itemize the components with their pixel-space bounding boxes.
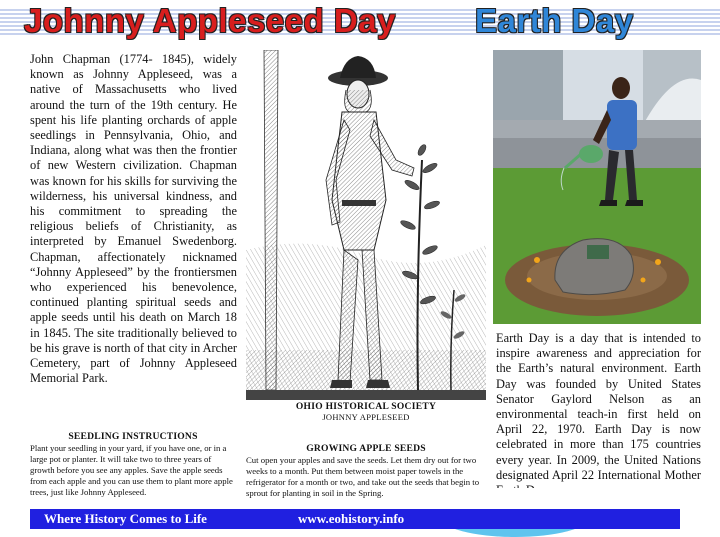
seedling-instructions — [30, 431, 236, 498]
growing-apple-seeds-heading: GROWING APPLE SEEDS — [306, 443, 426, 454]
illustration-caption — [246, 402, 486, 422]
illustration-credit: OHIO HISTORICAL SOCIETY — [295, 402, 437, 412]
illustration-subject: JOHNNY APPLESEED — [322, 412, 410, 422]
growing-apple-seeds-body: Cut open your apples and save the seeds. Let them dry out for two weeks to a month. Put them between moist paper towels in the refrigerator for a month or two, and take out the seeds that begin to sprout for planting in soil in the Spring. — [246, 455, 480, 498]
seedling-instructions-heading: SEEDLING INSTRUCTIONS — [68, 431, 198, 442]
footer-bar — [30, 509, 680, 529]
footer-tagline: Where History Comes to Life — [44, 511, 207, 526]
johnny-appleseed-illustration — [246, 50, 486, 430]
earth-day-photo — [493, 50, 701, 324]
johnny-appleseed-article: John Chapman (1774- 1845), widely known as Johnny Appleseed, was a native of Massachusetts who lived around the turn of the 19th century. He spent his life planting orchards of apple seedlings in Pennsylvania, Ohio, and Indiana, along what was then the frontier of new Western civilization. Chapman was known for his skills for surviving the wilderness, his universal kindness, and his commitment to spreading the religious beliefs of Christianity, as interpreted by Emanuel Swedenborg. Chapman, affectionately nicknamed “Johnny Appleseed” by the frontiersmen who experienced his benevolence, continued planting spiritual seeds and apple seeds until his death on March 18 in 1845. The site traditionally believed to be his grave is north of that city in Archer Cemetery, part of Johnny Appleseed Memorial Park. — [30, 52, 237, 386]
title-johnny-appleseed-day: Johnny Appleseed Day — [24, 2, 396, 39]
seedling-instructions-body: Plant your seedling in your yard, if you have one, or in a large pot or planter. It will take two to three years of growth before you see any apples. Save the apple seeds from each apple and you can use them to plant more apple trees, just like Johnny Appleseed. — [30, 443, 233, 497]
child-watering-tree-photo — [493, 50, 701, 324]
header — [0, 0, 720, 42]
title-earth-day: Earth Day — [475, 2, 634, 39]
footer-swoosh-mask — [430, 488, 600, 509]
earth-day-article: Earth Day is a day that is intended to inspire awareness and appreciation for the Earth’s natural environment. Earth Day was founded by United States Senator Gaylord Nelson as an environmental teach-in first held on April 22, 1970. Earth Day is now celebrated in more than 175 countries every year. In 2009, the United Nations designated April 22 International Mother — [496, 331, 701, 482]
footer-website-link[interactable]: www.eohistory.info — [298, 511, 405, 526]
johnny-appleseed-engraving — [246, 50, 486, 430]
